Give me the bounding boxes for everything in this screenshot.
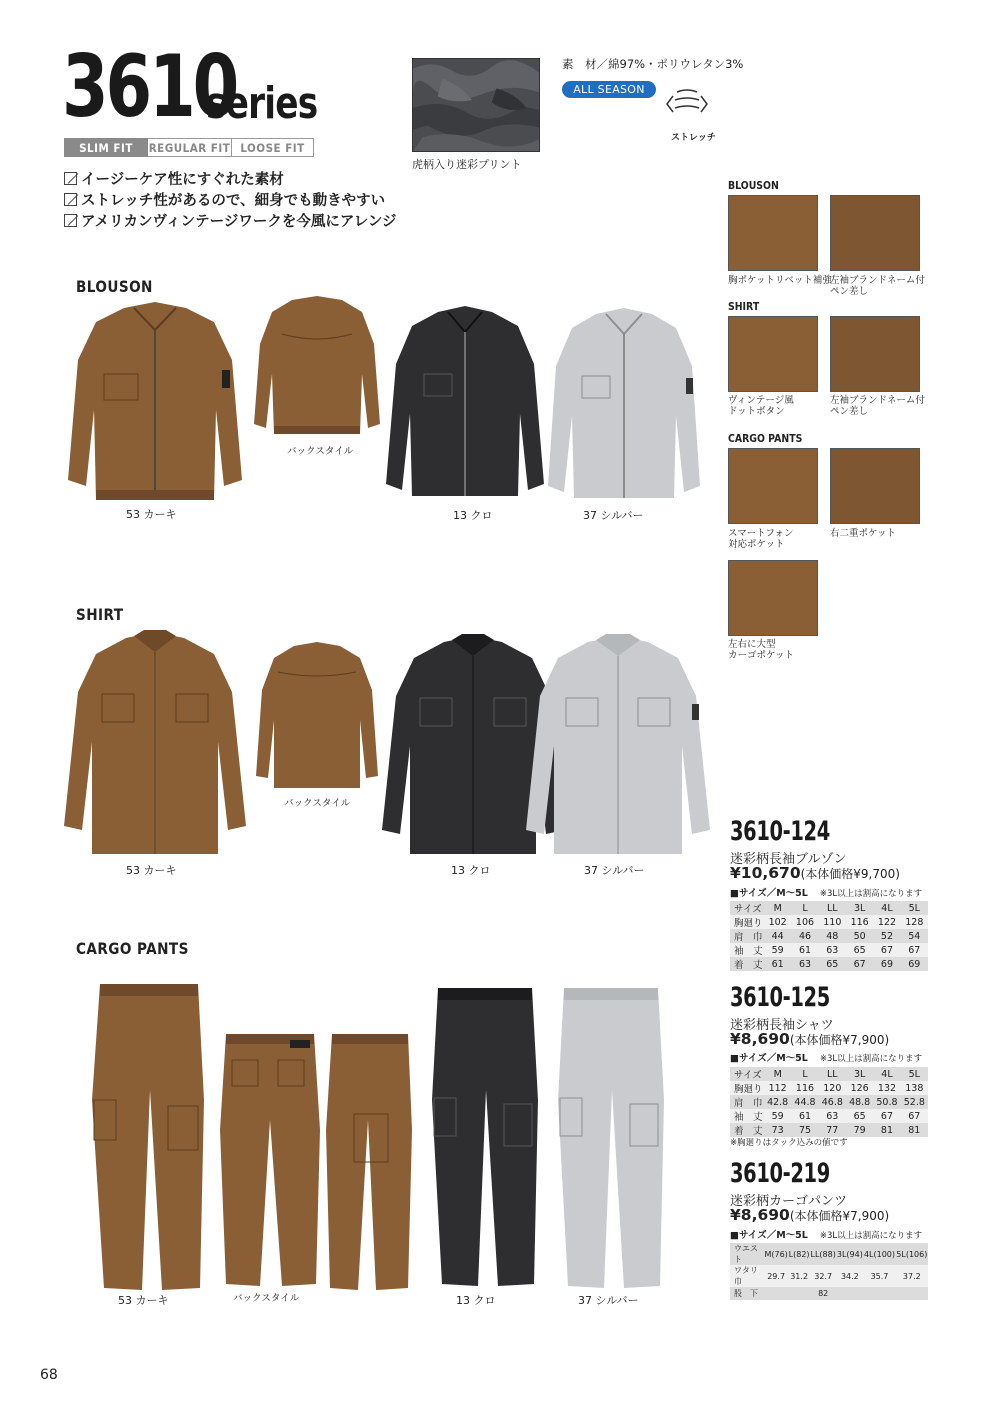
- feature-text: ストレッチ性があるので、細身でも動きやすい: [81, 193, 386, 209]
- fit-regular: REGULAR FIT: [148, 138, 232, 157]
- stretch-label: ストレッチ: [671, 133, 716, 143]
- section-title-cargo-pants: CARGO PANTS: [76, 939, 189, 958]
- product-price: ¥10,670(本体価格¥9,700): [730, 864, 900, 882]
- size-table: サイズ M L LL 3L 4L 5L 胸廻り 102 106 110 116 122 128 肩 巾 44 46 48 50 52 54 袖 丈 59 61 63 65 67 67 着 丈 61 63 65 67 69 69: [730, 901, 928, 971]
- detail-caption: 左袖ブランドネーム付 ペン差し: [830, 395, 925, 417]
- series-word: series: [206, 78, 318, 129]
- shirt-khaki-front-image: [62, 630, 248, 856]
- pants-khaki-side-image: [324, 1030, 414, 1292]
- material-text: 素 材／綿97%・ポリウレタン3%: [562, 57, 744, 71]
- shirt-silver-front-image: [524, 634, 712, 856]
- footnote: ※胸廻りはタック込みの値です: [730, 1138, 848, 1148]
- product-code: 3610-219: [730, 1158, 830, 1189]
- product-name: 迷彩柄長袖ブルゾン: [730, 852, 847, 867]
- detail-caption: 胸ポケットリベット補強: [728, 275, 832, 286]
- caption-blouson-black: 13 クロ: [453, 509, 493, 522]
- detail-caption: 右二重ポケット: [830, 528, 897, 539]
- caption-shirt-khaki: 53 カーキ: [126, 864, 177, 877]
- blouson-black-front-image: [384, 304, 546, 504]
- size-range: ■サイズ／M～5L ※3L以上は割高になります: [730, 888, 923, 899]
- caption-shirt-back: バックスタイル: [284, 798, 351, 809]
- fit-selector: [64, 138, 314, 157]
- detail-caption: 左袖ブランドネーム付 ペン差し: [830, 275, 925, 297]
- feature-text: イージーケア性にすぐれた素材: [81, 172, 284, 188]
- size-table: サイズ M L LL 3L 4L 5L 胸廻り 112 116 120 126 132 138 肩 巾 42.8 44.8 46.8 48.8 50.8 52.8 袖 丈 59 61 63 65 67 67 着 丈 73 75 77 79 81 81: [730, 1067, 928, 1137]
- series-number: 3610: [62, 37, 237, 137]
- pants-silver-front-image: [552, 984, 670, 1290]
- caption-shirt-black: 13 クロ: [451, 864, 491, 877]
- fabric-swatch-image: [412, 58, 540, 152]
- fit-loose: LOOSE FIT: [232, 138, 314, 157]
- feature-item: [64, 168, 284, 189]
- page-number: 68: [40, 1367, 58, 1383]
- caption-pants-back: バックスタイル: [233, 1293, 300, 1304]
- detail-image-pen-holder: [830, 316, 920, 392]
- detail-caption: 左右に大型 カーゴポケット: [728, 639, 795, 661]
- shirt-khaki-back-image: [254, 640, 380, 790]
- blouson-khaki-back-image: [252, 294, 382, 440]
- size-range: ■サイズ／M～5L ※3L以上は割高になります: [730, 1053, 923, 1064]
- caption-pants-silver: 37 シルバー: [578, 1294, 639, 1307]
- caption-shirt-silver: 37 シルバー: [584, 864, 645, 877]
- section-title-shirt: SHIRT: [76, 605, 124, 624]
- section-title-blouson: BLOUSON: [76, 277, 153, 296]
- blouson-silver-front-image: [546, 306, 702, 504]
- caption-blouson-back: バックスタイル: [287, 446, 354, 457]
- feature-item: [64, 189, 385, 210]
- caption-blouson-silver: 37 シルバー: [583, 509, 644, 522]
- detail-image-double-pocket: [830, 448, 920, 524]
- detail-image-dot-button: [728, 316, 818, 392]
- caption-pants-black: 13 クロ: [456, 1294, 496, 1307]
- detail-title-blouson: BLOUSON: [728, 179, 779, 192]
- blouson-khaki-front-image: [64, 300, 246, 510]
- pants-khaki-back-image: [216, 1030, 324, 1288]
- detail-image-pen-holder: [830, 195, 920, 271]
- detail-image-cargo-pocket: [728, 560, 818, 636]
- checkbox-icon: [64, 193, 77, 206]
- detail-image-pocket-rivet: [728, 195, 818, 271]
- product-code: 3610-124: [730, 816, 830, 847]
- fit-slim: SLIM FIT: [64, 138, 148, 157]
- detail-caption: ヴィンテージ風 ドットボタン: [728, 395, 794, 417]
- feature-item: [64, 210, 397, 231]
- size-range: ■サイズ／M～5L ※3L以上は割高になります: [730, 1230, 923, 1241]
- product-code: 3610-125: [730, 982, 830, 1013]
- product-name: 迷彩柄長袖シャツ: [730, 1018, 834, 1033]
- product-price: ¥8,690(本体価格¥7,900): [730, 1030, 890, 1048]
- feature-text: アメリカンヴィンテージワークを今風にアレンジ: [81, 214, 397, 230]
- checkbox-icon: [64, 214, 77, 227]
- pants-black-front-image: [426, 984, 544, 1288]
- caption-pants-khaki: 53 カーキ: [118, 1294, 169, 1307]
- detail-title-shirt: SHIRT: [728, 300, 760, 313]
- detail-image-smartphone-pocket: [728, 448, 818, 524]
- size-table: ウエスト M(76) L(82) LL(88) 3L(94) 4L(100) 5L(106) ワタリ巾 29.7 31.2 32.7 34.2 35.7 37.2 股 下 82: [730, 1243, 928, 1300]
- swatch-label: 虎柄入り迷彩プリント: [412, 158, 522, 171]
- detail-caption: スマートフォン 対応ポケット: [728, 528, 794, 550]
- product-price: ¥8,690(本体価格¥7,900): [730, 1206, 890, 1224]
- season-badge: ALL SEASON: [562, 81, 656, 98]
- product-name: 迷彩柄カーゴパンツ: [730, 1194, 848, 1209]
- pants-khaki-front-image: [86, 980, 210, 1292]
- stretch-icon: [665, 84, 709, 124]
- detail-title-cargo-pants: CARGO PANTS: [728, 432, 803, 445]
- caption-blouson-khaki: 53 カーキ: [126, 508, 177, 521]
- checkbox-icon: [64, 172, 77, 185]
